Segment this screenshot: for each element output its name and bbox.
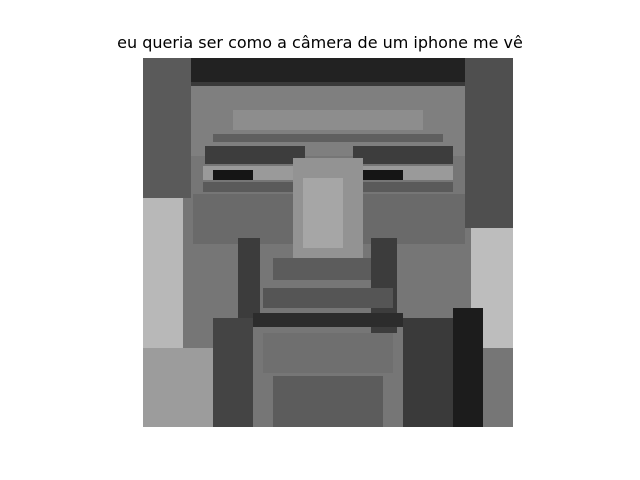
figure-title: eu queria ser como a câmera de um iphone me vê	[117, 33, 523, 52]
portrait-image	[143, 58, 513, 427]
portrait-svg	[143, 58, 513, 427]
